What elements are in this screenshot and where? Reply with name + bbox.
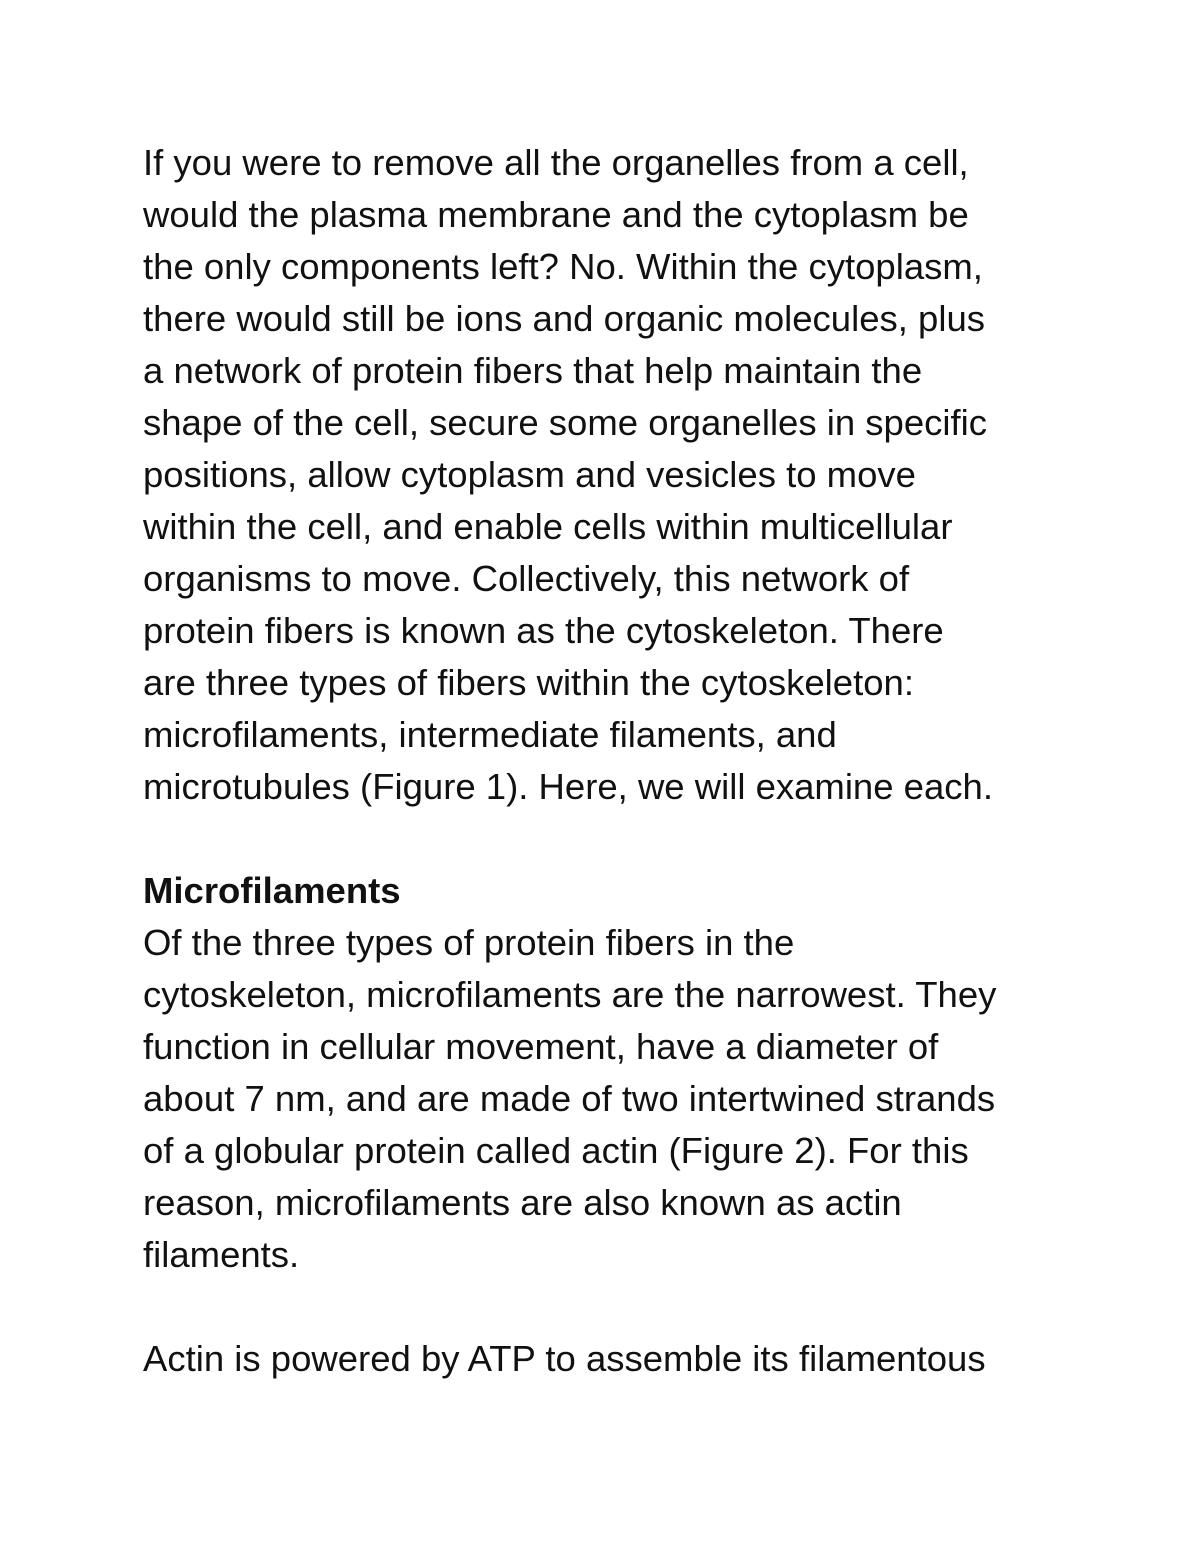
text-line: would the plasma membrane and the cytoplasm be <box>143 194 969 235</box>
text-line: the only components left? No. Within the cytoplasm, <box>143 246 983 287</box>
paragraph-spacer <box>143 813 1103 865</box>
section-heading: Microfilaments <box>143 870 401 911</box>
text-line: microtubules (Figure 1). Here, we will examine each. <box>143 766 993 807</box>
text-line: filaments. <box>143 1234 300 1275</box>
text-line: within the cell, and enable cells within multicellular <box>143 506 953 547</box>
text-line: of a globular protein called actin (Figure 2). For this <box>143 1130 969 1171</box>
text-line: reason, microfilaments are also known as actin <box>143 1182 902 1223</box>
text-line: Actin is powered by ATP to assemble its filamentous <box>143 1338 986 1379</box>
paragraph-spacer <box>143 1281 1103 1333</box>
text-line: cytoskeleton, microfilaments are the narrowest. They <box>143 974 997 1015</box>
text-line: positions, allow cytoplasm and vesicles to move <box>143 454 916 495</box>
document-body <box>143 137 1103 1385</box>
microfilaments-paragraph <box>143 917 1103 1281</box>
text-line: If you were to remove all the organelles from a cell, <box>143 142 969 183</box>
text-line: function in cellular movement, have a diameter of <box>143 1026 939 1067</box>
text-line: protein fibers is known as the cytoskeleton. There <box>143 610 944 651</box>
text-line: microfilaments, intermediate filaments, and <box>143 714 837 755</box>
text-line: there would still be ions and organic molecules, plus <box>143 298 985 339</box>
text-line: shape of the cell, secure some organelles in specific <box>143 402 988 443</box>
text-line: a network of protein fibers that help maintain the <box>143 350 923 391</box>
actin-paragraph <box>143 1333 1103 1385</box>
intro-paragraph <box>143 137 1103 813</box>
text-line: Of the three types of protein fibers in the <box>143 922 795 963</box>
text-line: organisms to move. Collectively, this network of <box>143 558 910 599</box>
text-line: about 7 nm, and are made of two intertwined strands <box>143 1078 996 1119</box>
text-line: are three types of fibers within the cytoskeleton: <box>143 662 914 703</box>
